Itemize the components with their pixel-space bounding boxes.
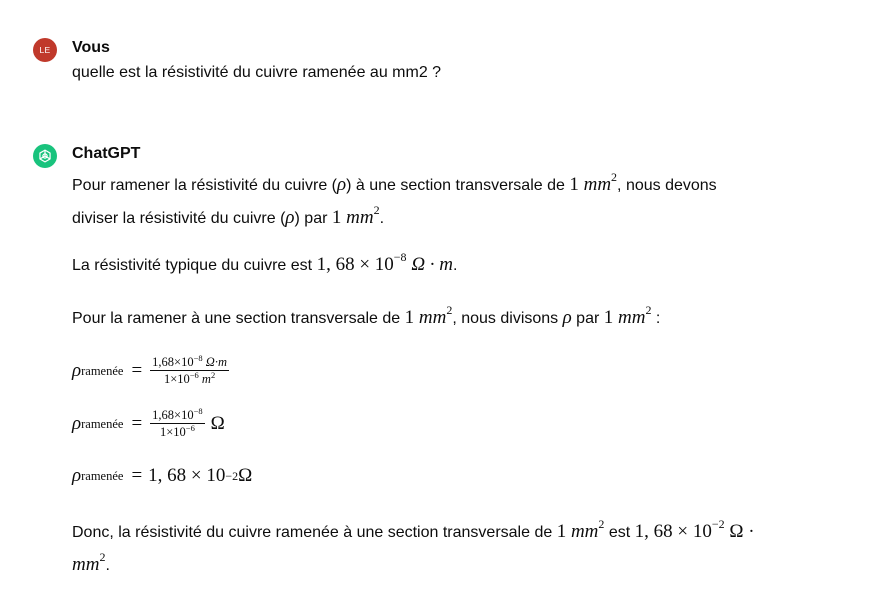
user-message-text: quelle est la résistivité du cuivre ramenée au mm2 ?: [72, 64, 442, 81]
fraction-denominator: [162, 371, 217, 386]
math-number: 1: [404, 307, 419, 328]
math-exp: 2: [645, 303, 652, 317]
math-number: 1: [331, 207, 347, 228]
math-number: 1: [556, 521, 571, 542]
math-number: 1×10: [163, 372, 190, 386]
text-run: :: [651, 310, 661, 327]
math-number: 1, 68 × 10: [148, 465, 226, 486]
math-exp: 2: [611, 170, 618, 184]
math-mm2: [404, 303, 453, 328]
math-number: 1: [569, 174, 584, 195]
text-run: diviser la résistivité du cuivre (: [72, 210, 286, 227]
math-rho: ρ: [72, 412, 82, 434]
text-run: .: [105, 557, 110, 574]
math-exp: 2: [446, 303, 453, 317]
answer-paragraph-4: [72, 516, 832, 582]
math-rho: ρ: [72, 359, 82, 381]
math-var: mm: [618, 307, 646, 328]
text-run: Pour la ramener à une section transversale de: [72, 310, 405, 327]
math-mm2: [556, 517, 605, 542]
user-avatar-initials: LE: [39, 45, 51, 55]
openai-logo-icon: [33, 144, 57, 168]
math-equals: =: [131, 412, 143, 434]
math-unit: Ω: [210, 412, 225, 434]
math-unit: m: [198, 372, 211, 386]
answer-paragraph-3: [72, 303, 832, 331]
equation-3: ρ ramenée = 1, 68 × 10 −2 Ω: [72, 465, 253, 486]
assistant-author-name: ChatGPT: [72, 145, 141, 162]
math-var: mm: [570, 521, 599, 542]
fraction-numerator: [150, 408, 204, 424]
math-rho: ρ: [285, 207, 295, 228]
math-unit: Ω · m: [406, 254, 454, 275]
math-number: 1, 68 × 10: [316, 254, 394, 275]
text-run: ) à une section transversale de: [346, 177, 570, 194]
math-resistivity: [316, 250, 454, 275]
math-exp: −2: [711, 517, 725, 531]
math-fraction: [150, 355, 229, 386]
text-run: La résistivité typique du cuivre est: [72, 257, 317, 274]
fraction-denominator: [158, 424, 197, 439]
math-fraction: [150, 408, 204, 439]
math-equals: =: [131, 465, 143, 486]
math-exp: −8: [393, 250, 407, 264]
math-var: mm: [346, 207, 374, 228]
text-run: est: [604, 524, 635, 541]
equation-2: ρ ramenée = $\frac{1,68\times 10^{-8}}{1\times 10^{-6}}$ Ω: [72, 406, 225, 439]
text-run: .: [453, 257, 458, 274]
math-number: 1, 68 × 10: [634, 521, 712, 542]
math-number: 1,68×10: [152, 355, 194, 369]
fraction-numerator: [150, 355, 229, 371]
answer-paragraph-2: [72, 250, 832, 278]
math-exp: −6: [185, 423, 195, 433]
text-run: par: [571, 310, 604, 327]
equation-1: ρ ramenée = $\frac{1,68\times 10^{-8} \Omega\cdot m}{1\times 10^{-6} m^2}$: [72, 353, 227, 386]
math-var: mm: [583, 174, 612, 195]
math-unit: Ω·m: [202, 355, 227, 369]
math-exp: 2: [210, 370, 216, 380]
math-number: 1×10: [159, 425, 186, 439]
math-mm2: [331, 203, 380, 228]
math-number: 1: [603, 307, 618, 328]
math-var: mm: [72, 554, 100, 575]
math-result: [634, 517, 755, 542]
math-number: 1,68×10: [152, 408, 194, 422]
math-exp: 2: [373, 203, 380, 217]
text-run: Donc, la résistivité du cuivre ramenée à une section transversale de: [72, 524, 557, 541]
math-rho: ρ: [336, 174, 347, 195]
math-rho: ρ: [72, 465, 82, 486]
math-unit: Ω ·: [724, 521, 755, 542]
text-run: , nous devons: [617, 177, 717, 194]
math-exp: −6: [189, 370, 199, 380]
math-equals: =: [131, 359, 143, 381]
text-run: Pour ramener la résistivité du cuivre (: [72, 177, 337, 194]
user-avatar: [33, 38, 57, 62]
math-mm2: [569, 170, 618, 195]
math-exp: −8: [193, 406, 203, 416]
math-unit: Ω: [238, 465, 253, 486]
user-author-name: Vous: [72, 39, 110, 56]
math-exp: −8: [193, 353, 203, 363]
answer-paragraph-1: [72, 169, 832, 235]
math-exp: 2: [99, 550, 106, 564]
text-run: , nous divisons: [452, 310, 563, 327]
math-var: mm: [418, 307, 447, 328]
math-exp: 2: [598, 517, 605, 531]
math-mm2-unit: [72, 550, 106, 575]
text-run: ) par: [294, 210, 332, 227]
math-rho: ρ: [562, 307, 572, 328]
text-run: .: [379, 210, 385, 227]
math-mm2: [603, 303, 652, 328]
